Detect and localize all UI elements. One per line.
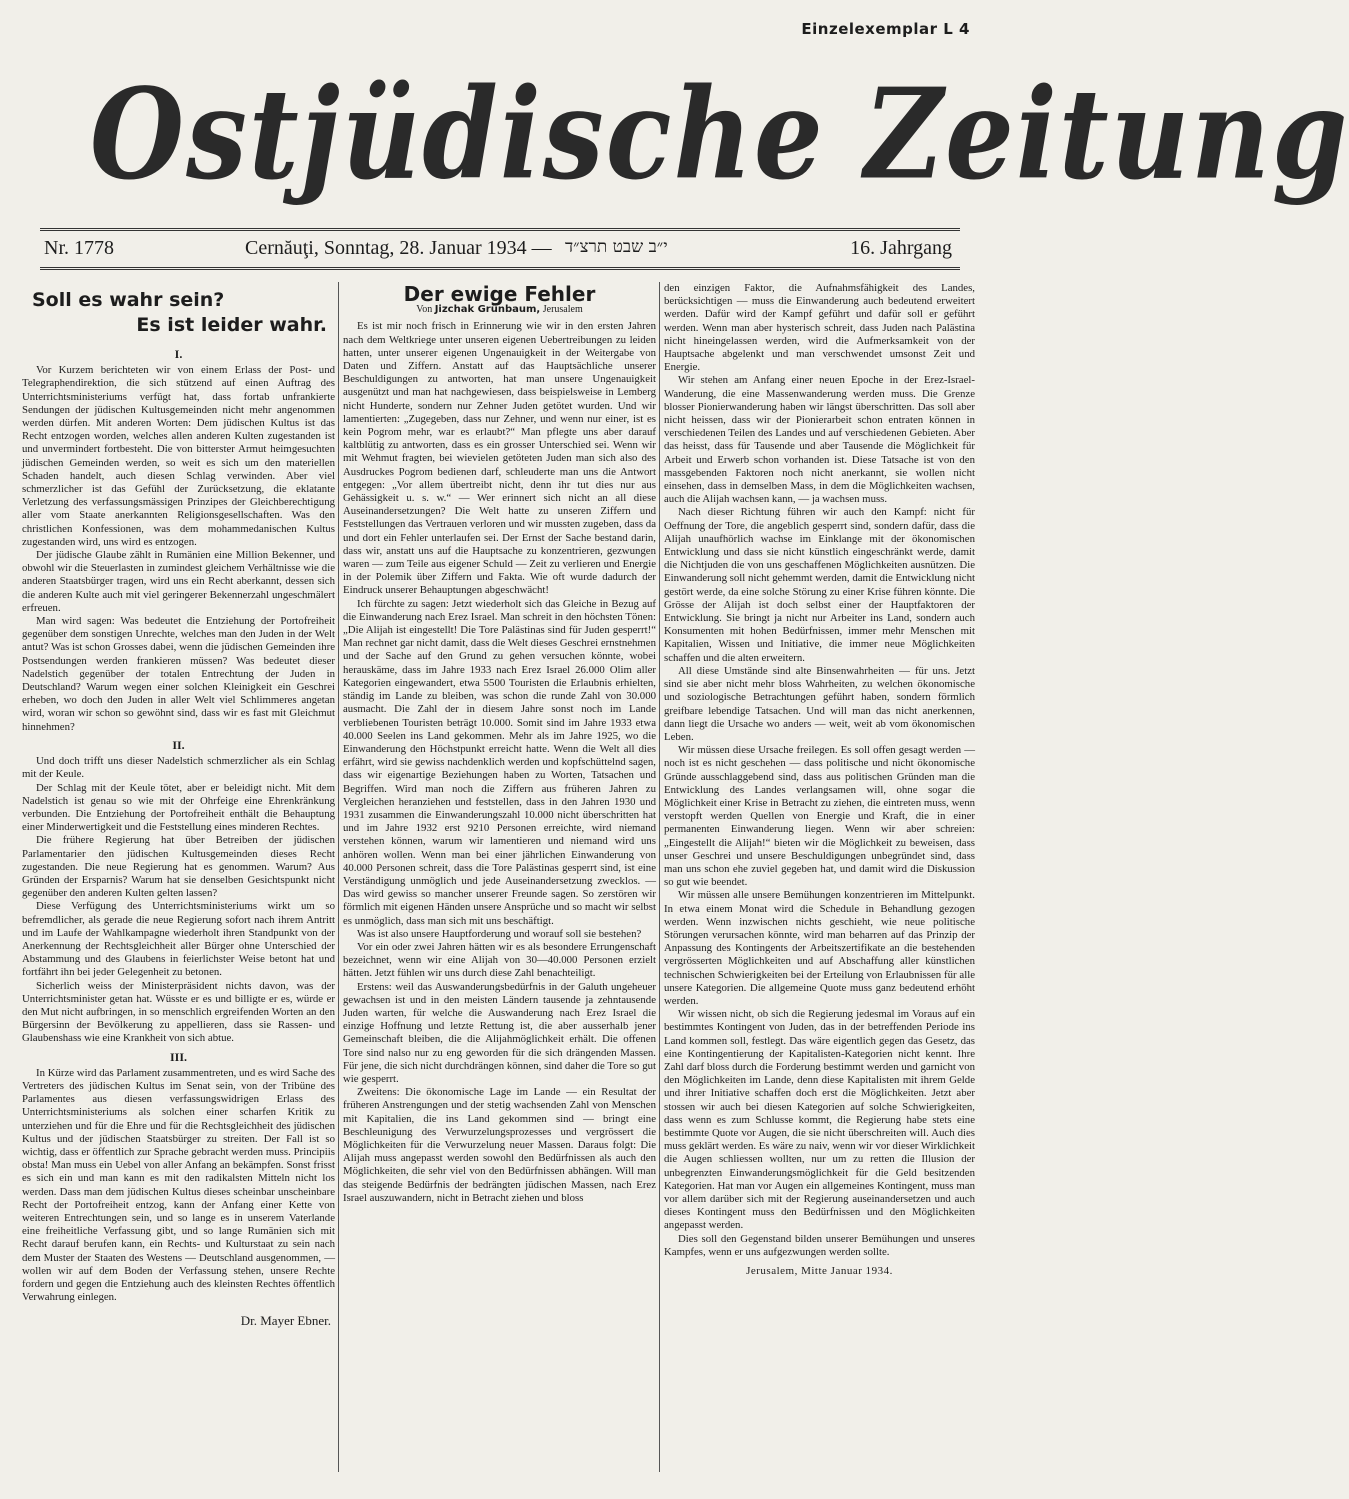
- article-column-1: [22, 282, 335, 1472]
- masthead: [90, 60, 1349, 210]
- paragraph: Ich fürchte zu sagen: Jetzt wiederholt sich das Gleiche in Bezug auf die Einwanderung nach Erez Israel. Man schreit in den höchsten Tönen: „Die Alijah ist eingestellt! Die Tore Palästinas sind für Juden gesperrt!“ Man rechnet gar nicht damit, dass die Welt dieses Geschrei ernstnehmen und der Sache auf den Grund zu gehen versuchen könnte, wobei herauskäme, dass im Jahre 1933 nach Erez Israel 26.000 Olim aller Kategorien eingewandert, etwa 5500 Touristen die Erlaubnis erhielten, ständig im Lande zu bleiben, was schon die runde Zahl von 30.000 ausmacht. Die Zahl der in diesem Jahre sonst noch im Lande verbliebenen Touristen beträgt 10.000. Somit sind im Jahre 1933 etwa 40.000 Seelen ins Land gekommen. Mehr als im Jahre 1925, wo die Einwanderung den Höchstpunkt erreicht hatte. Wenn die Welt all dies erfährt, wird sie gewiss nachdenklich werden und kopfschüttelnd sagen, dass wir eigenartige Beziehungen haben zu Worten, Tatsachen und Begriffen. Wird man noch die Ziffern aus früheren Jahren zu Vergleichen heranziehen und feststellen, dass in den Jahren 1930 und 1931 zusammen die Einwanderungszahl 10.000 nicht überschritten hat und im Jahre 1932 erst 9210 Personen erreichte, wird niemand verstehen können, warum wir lamentieren und niemand wird uns anhören wollen. Wenn man bei einer jährlichen Einwanderung von 40.000 Personen schreit, dass die Tore Palästinas gesperrt sind, ist eine Verständigung unmöglich und jede Auseinandersetzung zwecklos. — Das wird gewiss so mancher unserer Freunde sagen. So zerstören wir förmlich mit eigenen Händen unsere Ansprüche und so macht wir selbst es unmöglich, dass man sich mit uns beschäftigt.: [343, 597, 656, 927]
- place-and-date: Cernăuţi, Sonntag, 28. Januar 1934 —: [245, 237, 552, 259]
- paragraph: Die frühere Regierung hat über Betreiben der jüdischen Parlamentarier den jüdischen Kultusgemeinden dieses Recht zugestanden. Die neue Regierung hat es genommen. Warum? Aus Gründen der Ersparnis? Warum hat sie denselben Gesichtspunkt nicht gegenüber den anderen Kulten gelten lassen?: [22, 834, 335, 900]
- column-rule: [659, 282, 660, 1472]
- paragraph: Erstens: weil das Auswanderungsbedürfnis in der Galuth ungeheuer gewachsen ist und in den meisten Ländern tausende ja zehntausende Juden warten, für welche die Auswanderung nach Erez Israel die einzige Hoffnung und letzte Rettung ist, die aber ausserhalb jener Gemeinschaft bleiben, die die Alijahmöglichkeit erhält. Die offenen Tore sind nalso nur zu eng geworden für die sich drängenden Massen. Für jene, die sich nicht durchdrängen können, sind daher die Tore so gut wie gesperrt.: [343, 980, 656, 1085]
- byline: [343, 303, 656, 316]
- paragraph: Was ist also unsere Hauptforderung und worauf soll sie bestehen?: [357, 927, 642, 940]
- paragraph: Nach dieser Richtung führen wir auch den Kampf: nicht für Oeffnung der Tore, die angeblich gesperrt sind, sondern dafür, dass die Alijah unaufhörlich wachse im Einklange mit der ökonomischen Entwicklung und dass sie nicht künstlich eingeschränkt werde, damit die Nichtjuden die von uns geschaffenen Möglichkeiten ausnützen. Die Einwanderung soll nicht gehemmt werden, damit die Entwicklung nicht gestört werde, da eine solche Störung zu einer Krise führen könnte. Die Grösse der Alijah ist doch selbst einer der Hauptfaktoren der Entwicklung. Sie bringt ja nicht nur Arbeiter ins Land, sondern auch Konsumenten mit hohen Bedürfnissen, immer mehr Menschen mit Kapitalien, Wissen und Initiative, die immer neue Möglichkeiten schaffen und die alten erweitern.: [664, 506, 975, 664]
- byline-place: Jerusalem: [542, 304, 583, 316]
- paragraph: Wir müssen diese Ursache freilegen. Es soll offen gesagt werden — noch ist es nicht geschehen — dass politische und nicht ökonomische Gründe ausschlaggebend sind, dass aus politischen Gründen man die Entwicklung des Landes verlangsamen will, ohne sogar die Möglichkeit einer Krise in Betracht zu ziehen, die eintreten muss, wenn verstopft werden Quellen von Energie und Kraft, die in einer permanenten Einwanderung liegen. Wenn wir aber schreien: „Eingestellt die Alijah!“ bieten wir die Möglichkeit zu beweisen, dass unser Geschrei und unsere Beschuldigungen unbegründet sind, dass man uns schon ehe zuviel gegeben hat, und damit wird die Diskussion so gut wie beendet.: [664, 744, 975, 889]
- paragraph: In Kürze wird das Parlament zusammentreten, und es wird Sache des Vertreters des jüdischen Kultus im Senat sein, von der Tribüne des Parlamentes aus diesen verfassungswidrigen Erlass des Unterrichtsministeriums als solchen einer scharfen Kritik zu unterziehen und für die Ehre und für die Rechtsgleichheit des jüdischen Kultus und der jüdischen Staatsbürger zu streiten. Der Fall ist so wichtig, dass er öffentlich zur Sprache gebracht werden muss. Principiis obsta! Man muss ein Uebel von aller Anfang an bekämpfen. Sonst frisst es sich ein und man kann es mit den radikalsten Mitteln nicht los werden. Dass man dem jüdischen Kultus dieses scheinbar unscheinbare Recht der Portofreiheit entzog, kann der Anfang einer Kette von weiteren Entrechtungen sein, und so lange es in unserem Vaterlande eine freiheitliche Verfassung gibt, und so lange Rumänien sich mit Recht darauf berufen kann, ein Rechts- und Kulturstaat zu sein nach dem Muster der Staaten des Westens — Deutschland ausgenommen, — wollen wir auf dem Boden der Verfassung stehen, unsere Rechte fordern und gegen die Entziehung auch des kleinsten Rechtes öffentlich Verwahrung einlegen.: [22, 1066, 335, 1304]
- section-number: I.: [174, 347, 183, 361]
- paragraph: Sicherlich weiss der Ministerpräsident nichts davon, was der Unterrichtsminister getan hat. Wüsste er es und billigte er es, würde er den Mut nicht aufbringen, in so menschlich ergreifenden Worten an den Bürgersinn der Bevölkerung zu appellieren, dass sie Rassen- und Glaubenshass wie eine Krankheit von sich abtue.: [22, 979, 335, 1045]
- issue-number: Nr. 1778: [44, 237, 114, 259]
- paragraph: Der Schlag mit der Keule tötet, aber er beleidigt nicht. Mit dem Nadelstich ist genau so wie mit der Ohrfeige eine Ehrenkränkung verbunden. Die Entziehung der Portofreiheit enthält die Behauptung einer Minderwertigkeit und die Feststellung eines minderen Rechtes.: [22, 781, 335, 834]
- article-column-2: [343, 282, 656, 1472]
- section-number: II.: [172, 737, 185, 752]
- paragraph: Diese Verfügung des Unterrichtsministeriums wirkt um so befremdlicher, als gerade die neue Regierung sofort nach ihrem Antritt und im Laufe der Wahlkampagne wiederholt ihren Standpunkt von der Anerkennung der Rechtsgleichheit aller Bürger ohne Unterschied der Abstammung und des Glaubens in feierlichster Weise betont hat und fortfährt ihn bei jeder Gelegenheit zu betonen.: [22, 900, 335, 979]
- edition-label: Einzelexemplar L 4: [801, 20, 970, 38]
- byline-prefix: Von: [416, 304, 433, 316]
- paragraph: Man wird sagen: Was bedeutet die Entziehung der Portofreiheit gegenüber dem sonstigen Unrechte, welches man den Juden in der Welt antut? Was ist schon Grosses dabei, wenn die jüdischen Gemeinden ihre Postsendungen werden frankieren müssen? Was bedeutet dieser Nadelstich gegenüber der totalen Entrechtung der Juden in Deutschland? Warum wegen einer solchen Kleinigkeit ein Geschrei erheben, wo doch den Juden in aller Welt viel Schlimmeres angetan wird, woran wir schon so gewöhnt sind, dass wir es fast mit Gleichmut hinnehmen?: [22, 615, 335, 733]
- paragraph: den einzigen Faktor, die Aufnahmsfähigkeit des Landes, berücksichtigen — muss die Einwanderung auch bedeutend erweitert werden. Dafür wird der Kampf geführt und dafür soll er geführt werden. Wenn man aber hysterisch schreit, dass Juden nach Palästina nicht hineingelassen werden, wird die Aufmerksamkeit von der Hauptsache abgelenkt und man verschwendet umsonst Zeit und Energie.: [664, 282, 975, 374]
- article2-headline: Der ewige Fehler: [403, 282, 596, 306]
- paragraph: Und doch trifft uns dieser Nadelstich schmerzlicher als ein Schlag mit der Keule.: [22, 755, 335, 781]
- paragraph: Wir stehen am Anfang einer neuen Epoche in der Erez-Israel-Wanderung, die eine Massenwanderung werden muss. Die Grenze blosser Pionierwanderung haben wir längst überschritten. Das soll aber nicht heissen, dass wir der Pionierarbeit schon entraten können in verschiedenen Teilen des Landes und auf verschiedenen Gebieten. Aber das heisst, dass für Tausende und aber Tausende die Möglichkeit für Arbeit und Erwerb schon vorhanden ist. Diese Tatsache ist von den massgebenden Faktoren noch nicht anerkannt, sie wollen nicht einsehen, dass in demselben Mass, in dem die Möglichkeiten wachsen, auch die Alijah wachsen kann, — ja wachsen muss.: [664, 374, 975, 506]
- volume-year: 16. Jahrgang: [850, 237, 952, 259]
- article-signoff: Jerusalem, Mitte Januar 1934.: [746, 1265, 893, 1278]
- article1-headline: [22, 288, 335, 338]
- dateline-bar: [40, 228, 960, 270]
- byline-author: Jizchak Grünbaum,: [434, 304, 541, 316]
- hebrew-date: י״ב שבט תרצ״ד: [565, 237, 668, 257]
- article-column-3: [664, 282, 975, 1472]
- section-number: III.: [169, 1049, 187, 1064]
- headline-line-2: Es ist leider wahr.: [136, 314, 327, 336]
- paragraph: Der jüdische Glaube zählt in Rumänien eine Million Bekenner, und obwohl wir die Steuerlasten in zumindest gleichem Verhältnisse wie die anderen Staatsbürger tragen, wird uns ein Recht aberkannt, dessen sich die anderen Kulte auch mit viel geringerer Bekennerzahl ungeschmälert erfreuen.: [22, 549, 335, 614]
- column-rule: [338, 282, 339, 1472]
- paragraph: Zweitens: Die ökonomische Lage im Lande — ein Resultat der früheren Anstrengungen und der stetig wachsenden Zahl von Menschen mit Kapitalien, die ins Land gekommen sind — bringt eine Beschleunigung des Verwurzelungsprozesses und vergrössert die Möglichkeiten für die Verwurzelung neuer Massen. Daraus folgt: Die Alijah muss angepasst werden sowohl den Bedürfnissen als auch den Möglichkeiten, die sehr viel von den Bedürfnissen abhängen. Will man das steigende Bedürfnis der bedrängten jüdischen Massen, nach Erez Israel auszuwandern, nicht in Betracht ziehen und bloss: [343, 1086, 656, 1204]
- masthead-title: Ostjüdische Zeitung: [90, 62, 1349, 208]
- paragraph: Dies soll den Gegenstand bilden unserer Bemühungen und unseres Kampfes, wenn er uns aufgezwungen werden sollte.: [664, 1232, 975, 1258]
- paragraph: Vor ein oder zwei Jahren hätten wir es als besondere Errungenschaft bezeichnet, wenn wir eine Alijah von 30—40.000 Personen erzielt hätten. Jetzt fühlen wir uns durch diese Zahl benachteiligt.: [343, 940, 656, 980]
- paragraph: Es ist mir noch frisch in Erinnerung wie wir in den ersten Jahren nach dem Weltkriege unter unseren eigenen Uebertreibungen zu leiden hatten, unter unserer eigenen Ungenauigkeit in der Weitergabe von Daten und Ziffern. Anstatt auf das Hauptsächliche unserer Beschuldigungen zu antworten, hat man unsere Ungenauigkeit ausgenützt und man hat nachgewiesen, dass beispielsweise in Lemberg nicht Hunderte, sondern nur Zehner Juden getötet wurden. Und wir lamentierten: „Zugegeben, dass nur Zehner, und wenn nur einer, ist es kein Pogrom mehr, war es erlaubt?“ Man pflegte uns aber darauf kaltblütig zu antworten, dass es ein grosser Unterschied sei. Wenn wir mit Wehmut fragten, bei wievielen getöteten Juden man sich also des Ausdruckes Pogrom bedienen darf, schleuderte man uns die Antwort entgegen: „Vor allem übertreibt nicht, denn ihr tut dies nur aus Gehässigkeit u. s. w.“ — Wer erinnert sich nicht an all diese Auseinandersetzungen? Die Welt hatte zu unseren Ziffern und Feststellungen das Vertrauen verloren und wir mussten zugeben, dass da und dort ein Fehler unterlaufen sei. Der Ernst der Sache bestand darin, dass wir, anstatt uns auf die Hauptsache zu konzentrieren, gezwungen waren — zum Teile aus eigener Schuld — Zeit zu verlieren und Energie in der Polemik über Ziffern und Fakta. Wie oft wurde dadurch der Eindruck unserer Behauptungen abgeschwächt!: [343, 320, 656, 597]
- paragraph: Wir müssen alle unsere Bemühungen konzentrieren im Mittelpunkt. In etwa einem Monat wird die Schedule in Behandlung gezogen werden. Wenn inzwischen nichts geschieht, wie neue politische Störungen verursachen könnte, wird man beharren auf das Prinzip der Anpassung des Kontingents der Arbeitszertifikate an die bestehenden vergrösserten Möglichkeiten und auf Abschaffung aller künstlichen technischen Schwierigkeiten bei der Erteilung von Erlaubnissen für alle unsere Kategorien. Die allgemeine Quote muss ganz bedeutend erhöht werden.: [664, 889, 975, 1007]
- paragraph: Wir wissen nicht, ob sich die Regierung jedesmal im Voraus auf ein bestimmtes Kontingent von Juden, das in der betreffenden Periode ins Land kommen soll, festlegt. Das wäre eigentlich gegen das Gesetz, das eine Kontingentierung der Kapitalisten-Kategorien nicht kennt. Ihre Zahl darf bloss durch die Forderung bestimmt werden und garnicht von den Möglichkeiten im Lande, denn diese Kapitalisten mit ihrem Gelde und ihrer Initiative schaffen doch erst die Möglichkeiten. Jetzt aber stossen wir auch bei diesen Kategorien auf solche Schwierigkeiten, dass wenn es zum Schlusse kommt, die Regierung habe stets eine bestimmte Quote vor Augen, die sie nicht überschreiten will. Auch dies muss geklärt werden. Es wäre zu naiv, wenn wir vor dieser Wirklichkeit die Augen schliessen wollten, nur um zu retten die Illusion der unbegrenzten Einwanderungsmöglichkeit für die Geld besitzenden Kategorien. Hat man vor Augen ein allgemeines Kontingent, muss man vor allem darüber sich mit der Regierung auseinandersetzen und auch dieses Kontingent muss den Bedürfnissen und den Möglichkeiten angepasst werden.: [664, 1008, 975, 1232]
- author-signature: Dr. Mayer Ebner.: [240, 1313, 331, 1329]
- paragraph: All diese Umstände sind alte Binsenwahrheiten — für uns. Jetzt sind sie aber nicht mehr bloss Wahrheiten, zu welchen ökonomische und soziologische Betrachtungen geführt haben, sondern förmlich greifbare lebendige Tatsachen. Und will man das nicht anerkennen, dann liegt die Ursache wo anders — weit, weit ab vom ökonomischen Leben.: [664, 664, 975, 743]
- headline-line-1: Soll es wahr sein?: [32, 289, 225, 311]
- paragraph: Vor Kurzem berichteten wir von einem Erlass der Post- und Telegraphendirektion, die sich stützend auf einen Auftrag des Unterrichtsministeriums verfügt hat, dass fortab unfrankierte Sendungen der jüdischen Kultusgemeinden nicht mehr angenommen werden dürfen. Mit anderen Worten: Dem jüdischen Kultus ist das Recht entzogen worden, welches allen anderen Kulten zugestanden ist und unvermindert fortbesteht. Die von bitterster Armut heimgesuchten jüdischen Gemeinden werden, so weit es sich um den materiellen Schaden handelt, auch diesen Schlag verwinden. Aber viel schmerzlicher ist das Gefühl der Zurücksetzung, die eklatante Verletzung des verfassungsmässigen Prinzipes der Gleichberechtigung aller vom Staate anerkannten Religionsgesellschaften. Was den christlichen Konfessionen, was dem mohammedanischen Kultus zugestanden wird, uns wird es entzogen.: [22, 364, 335, 548]
